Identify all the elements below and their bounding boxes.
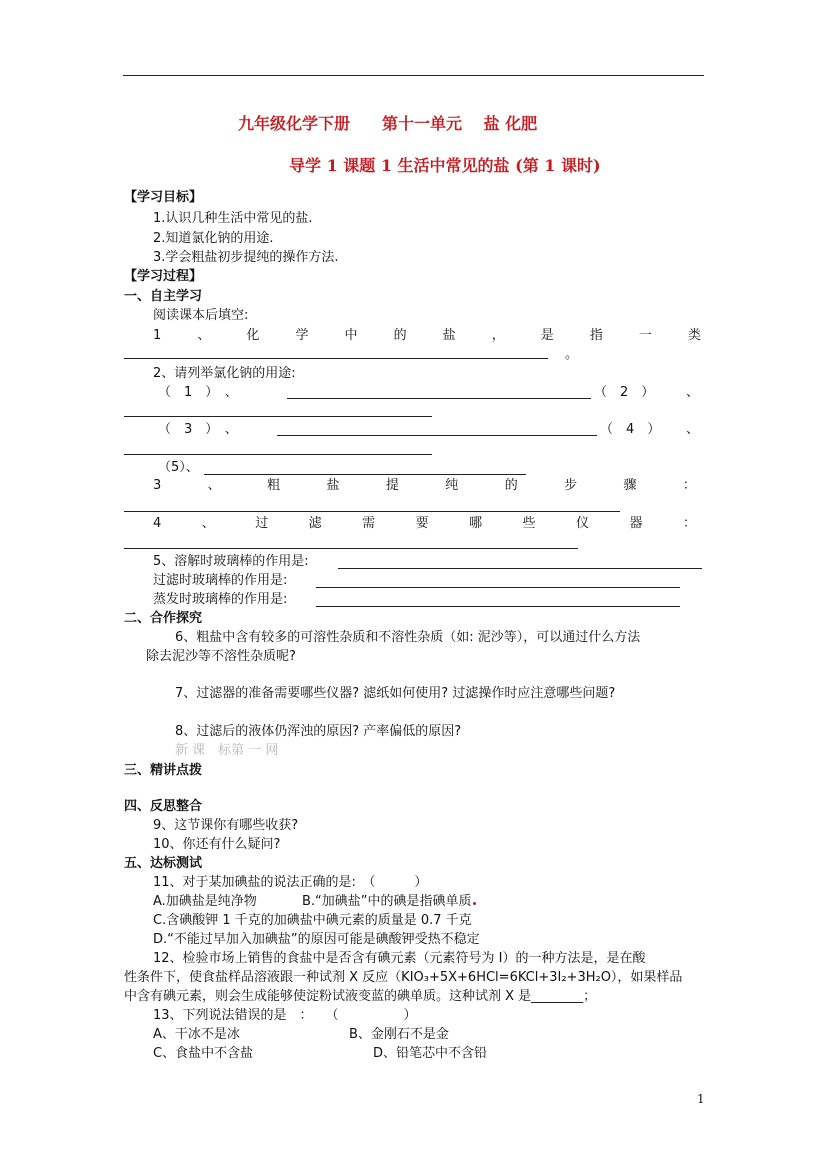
q2-blank-2[interactable] (124, 416, 432, 417)
q4-char: 、 (201, 516, 215, 531)
q4-char: ： (682, 516, 696, 531)
objective-item: 2.知道氯化钠的用途. (153, 231, 274, 246)
objectives-heading: 【学习目标】 (124, 190, 203, 205)
q2-blank-1[interactable] (287, 398, 591, 399)
q3-char: 3 (153, 478, 162, 493)
reading-instruction: 阅读课本后填空: (153, 308, 249, 323)
q1-char: 中 (344, 328, 358, 343)
q3-answer-blank[interactable] (124, 511, 620, 512)
q5-filter-blank[interactable] (316, 587, 680, 588)
q1-char: 盐 (442, 328, 456, 343)
q2-item-4-comma: 、 (686, 422, 700, 437)
q2-item-1-label: （ 1 ） 、 (158, 385, 238, 400)
q3-char: ： (682, 478, 696, 493)
q4-char: 仪 (576, 516, 590, 531)
q1-char: 是 (540, 328, 554, 343)
q5-evaporate-label: 蒸发时玻璃棒的作用是: (153, 592, 288, 607)
q2-item-5-label: （5）、 (158, 460, 199, 475)
section3-heading: 三、精讲点拨 (124, 763, 203, 778)
q11-option-c: C.含碘酸钾 1 千克的加碘盐中碘元素的质量是 0.7 千克 (153, 913, 472, 928)
q5-evaporate-blank[interactable] (316, 606, 680, 607)
q12-line2: 性条件下，使食盐样品溶液跟一种试剂 X 反应（KIO₃+5X+6HCl=6KCl+3I₂+3H₂O），如果样品 (124, 970, 683, 985)
q4-char: 过 (255, 516, 269, 531)
q4-char: 哪 (469, 516, 483, 531)
q3-char: 步 (564, 478, 578, 493)
q1-row (153, 328, 701, 344)
page-title: 九年级化学下册 第十一单元 盐 化肥 (238, 114, 538, 133)
q3-char: 、 (207, 478, 221, 493)
objective-item: 1.认识几种生活中常见的盐. (153, 211, 313, 226)
q4-char: 要 (415, 516, 429, 531)
q10-text: 10、你还有什么疑问? (153, 837, 281, 852)
q13-option-d: D、铅笔芯中不含铅 (373, 1046, 488, 1061)
section4-heading: 四、反思整合 (124, 799, 203, 814)
lesson-subtitle: 导学 1 课题 1 生活中常见的盐 (第 1 课时) (289, 156, 601, 175)
q3-char: 粗 (267, 478, 281, 493)
q1-char: 一 (638, 328, 652, 343)
q1-char: 类 (687, 328, 701, 343)
q3-char: 盐 (326, 478, 340, 493)
q1-char: 指 (589, 328, 603, 343)
q1-char: 化 (246, 328, 260, 343)
q1-char: 1 (153, 328, 162, 343)
q12-line3: 中含有碘元素，则会生成能够使淀粉试液变蓝的碘单质。这种试剂 X 是________； (124, 989, 597, 1004)
q7-text: 7、过滤器的准备需要哪些仪器? 滤纸如何使用? 过滤操作时应注意哪些问题? (175, 686, 616, 701)
q2-item-2-comma: 、 (686, 385, 700, 400)
q13-option-b: B、金刚石不是金 (349, 1027, 449, 1042)
q6-line1: 6、粗盐中含有较多的可溶性杂质和不溶性杂质（如: 泥沙等），可以通过什么方法 (175, 630, 641, 645)
q2-item-2-label: （ 2 ） (594, 385, 655, 400)
q13-option-a: A、干冰不是冰 (153, 1027, 240, 1042)
section1-heading: 一、自主学习 (124, 289, 203, 304)
q5-dissolve-label: 5、溶解时玻璃棒的作用是: (153, 554, 309, 569)
q1-char: 学 (295, 328, 309, 343)
page-number: 1 (697, 1092, 705, 1106)
q11-option-b-text: B.“加碘盐”中的碘是指碘单质 (302, 894, 472, 909)
q1-char: ， (491, 328, 505, 343)
red-mark-icon (473, 902, 476, 905)
q2-blank-3[interactable] (277, 435, 597, 436)
q2-blank-4[interactable] (124, 454, 432, 455)
q4-char: 些 (522, 516, 536, 531)
header-rule (123, 75, 704, 76)
section2-heading: 二、合作探究 (124, 611, 203, 626)
q2-item-3-label: （ 3 ） 、 (158, 422, 238, 437)
q2-blank-5[interactable] (204, 474, 526, 475)
q3-char: 骤 (623, 478, 637, 493)
q13-text: 13、下列说法错误的是 ： （ ） (153, 1008, 417, 1023)
q1-char: 的 (393, 328, 407, 343)
q4-answer-blank[interactable] (124, 548, 578, 549)
q8-text: 8、过滤后的液体仍浑浊的原因? 产率偏低的原因? (175, 724, 462, 739)
q11-option-b (302, 894, 476, 910)
q5-filter-label: 过滤时玻璃棒的作用是: (153, 573, 288, 588)
q2-prompt: 2、请列举氯化钠的用途: (153, 366, 296, 381)
q4-char: 4 (153, 516, 162, 531)
q4-char: 滤 (308, 516, 322, 531)
q1-char: 、 (197, 328, 211, 343)
q1-period: 。 (565, 347, 579, 362)
q11-option-d: D.“不能过早加入加碘盐”的原因可能是碘酸钾受热不稳定 (153, 932, 480, 947)
q9-text: 9、这节课你有哪些收获? (153, 818, 299, 833)
q4-char: 需 (362, 516, 376, 531)
q3-char: 提 (385, 478, 399, 493)
q6-line2: 除去泥沙等不溶性杂质呢? (146, 649, 296, 664)
q4-char: 器 (629, 516, 643, 531)
q3-char: 的 (504, 478, 518, 493)
objective-item: 3.学会粗盐初步提纯的操作方法. (153, 250, 339, 265)
q13-option-c: C、食盐中不含盐 (153, 1046, 254, 1061)
q12-line1: 12、检验市场上销售的食盐中是否含有碘元素（元素符号为 I）的一种方法是，是在酸 (153, 951, 646, 966)
process-heading: 【学习过程】 (124, 269, 203, 284)
section5-heading: 五、达标测试 (124, 856, 203, 871)
q3-row (153, 478, 696, 494)
q5-dissolve-blank[interactable] (338, 568, 702, 569)
q1-answer-blank[interactable] (124, 358, 548, 359)
q2-item-4-label: （ 4 ） (600, 422, 661, 437)
q3-char: 纯 (445, 478, 459, 493)
q11-text: 11、对于某加碘盐的说法正确的是: （ ） (153, 875, 428, 890)
q11-option-a: A.加碘盐是纯净物 (153, 894, 257, 909)
q4-row (153, 516, 696, 532)
watermark-text: 新 课 标第 一 网 (175, 743, 279, 758)
